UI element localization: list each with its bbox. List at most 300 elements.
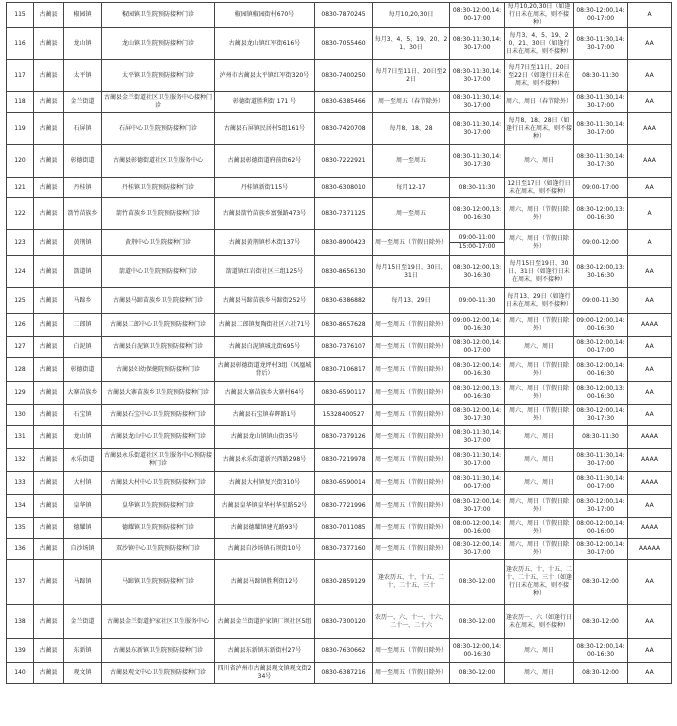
cell-phone: 0830-7300120 [315,605,373,639]
cell-level: A [628,230,672,256]
cell-number: 122 [7,198,34,230]
cell-weekend-time: 08:30-12:00 [574,560,628,605]
cell-address: 古蔺县德耀镇建光路93号 [215,518,315,539]
cell-number: 137 [7,560,34,605]
cell-service-time: 08:30-12:00 [450,605,505,639]
cell-weekend-time: 08:30-11:30,14:30-17:00 [574,449,628,472]
cell-service-days: 每月10,20,30日 [373,3,450,28]
cell-weekend-time: 08:30-12:00,14:30-17:00 [574,495,628,518]
cell-county: 古蔺县 [34,92,64,113]
cell-county: 古蔺县 [34,663,64,684]
cell-weekend-days: 每月10,20,30日（如逢行日未在周末，则不接种） [505,3,574,28]
cell-phone: 0830-7420708 [315,113,373,145]
cell-service-time: 08:30-12:00,14:30-17:00 [450,495,505,518]
cell-town: 二郎镇 [64,314,102,337]
cell-number: 135 [7,518,34,539]
cell-weekend-days: 每月13、29日（如逢行日未在周末，则不接种） [505,288,574,314]
cell-weekend-days: 周六、周日（节假日除外） [505,539,574,560]
cell-clinic-name: 皇华镇卫生院预防接种门诊 [102,495,215,518]
cell-clinic-name: 椒园镇卫生院预防接种门诊 [102,3,215,28]
cell-weekend-time: 08:30-12:00,14:00-16:30 [574,639,628,663]
cell-phone: 0830-8657628 [315,314,373,337]
cell-town: 龙山镇 [64,426,102,449]
cell-address: 古蔺县自沙场镇石坝街10号 [215,539,315,560]
cell-address: 椒园镇椒园街村670号 [215,3,315,28]
cell-town: 箭竹苗族乡 [64,198,102,230]
cell-town: 金兰街道 [64,92,102,113]
cell-address: 古蔺县东新镇东新街村27号 [215,639,315,663]
cell-weekend-days: 每月3、4、5、19、20、21、30日（如逢行日未在周末，则不接种） [505,28,574,60]
cell-address: 四川省泸州市古蔺县观文镇观文街234号 [215,663,315,684]
cell-weekend-time: 08:30-12:00,13:00-16:30 [574,198,628,230]
cell-service-time: 08:30-12:00 [450,560,505,605]
cell-service-time: 08:30-12:00,14:00-17:00 [450,3,505,28]
cell-weekend-time: 08:30-12:00,14:00-17:00 [574,3,628,28]
cell-town: 太平镇 [64,60,102,92]
cell-clinic-name: 古蔺县石宝中心卫生院预防接种门诊 [102,405,215,426]
table-row [7,663,672,684]
table-row [7,256,672,288]
cell-phone: 0830-7106817 [315,358,373,382]
cell-address: 古蔺县龙山镇红军街616号 [215,28,315,60]
cell-phone: 0830-6590014 [315,472,373,495]
cell-service-time: 08:30-12:00,14:00-16:30 [450,639,505,663]
cell-town: 自沙场镇 [64,539,102,560]
cell-address: 古蔺县箭竹苗族乡富强路473号 [215,198,315,230]
cell-clinic-name: 古蔺县二郎中心卫生院预防接种门诊 [102,314,215,337]
table-row [7,358,672,382]
cell-town: 东新镇 [64,639,102,663]
table-row [7,113,672,145]
cell-county: 古蔺县 [34,495,64,518]
cell-weekend-time: 08:30-12:00,13:00-16:30 [574,382,628,405]
cell-service-time: 09:00-12:00,14:00-16:30 [450,314,505,337]
cell-level: AA [628,382,672,405]
cell-weekend-days: 周六、周日（节假日除外） [505,518,574,539]
cell-level: AAAA [628,314,672,337]
cell-phone: 0830-7055460 [315,28,373,60]
cell-service-days: 周一至周五（节假日除外） [373,230,450,256]
cell-service-days: 周一至周五（春节除外） [373,92,450,113]
table-row [7,426,672,449]
cell-number: 121 [7,178,34,198]
cell-service-days: 农历一、六、十一、十六、二十一、二十六 [373,605,450,639]
cell-phone: 0830-7377160 [315,539,373,560]
cell-phone: 0830-8900423 [315,230,373,256]
cell-service-days: 周一至周五（节假日除外） [373,405,450,426]
cell-service-days: 每月8、18、28 [373,113,450,145]
cell-number: 124 [7,256,34,288]
cell-county: 古蔺县 [34,198,64,230]
cell-county: 古蔺县 [34,60,64,92]
table-row [7,449,672,472]
cell-number: 119 [7,113,34,145]
table-row [7,3,672,28]
cell-address: 古蔺县马蹄苗族乡马蹄街252号 [215,288,315,314]
cell-county: 古蔺县 [34,145,64,178]
cell-clinic-name: 马蹄镇卫生院预防接种门诊 [102,560,215,605]
cell-phone: 0830-7870245 [315,3,373,28]
cell-address: 古蔺县马蹄镇胜利街12号 [215,560,315,605]
cell-weekend-days: 周六、周日（春节除外） [505,92,574,113]
cell-clinic-name: 古蔺县彰德街道社区卫生服务中心 [102,145,215,178]
cell-clinic-name: 龙山镇卫生院预防接种门诊 [102,28,215,60]
table-row [7,314,672,337]
cell-weekend-days: 12日至17日（如逢行日未在周末，则不接种） [505,178,574,198]
table-row [7,405,672,426]
cell-county: 古蔺县 [34,337,64,358]
cell-county: 古蔺县 [34,288,64,314]
cell-town: 彰德街道 [64,145,102,178]
cell-weekend-time: 08:30-11:30,14:30-17:00 [574,92,628,113]
table-row [7,28,672,60]
cell-service-time [450,230,505,256]
cell-phone: 0830-7222921 [315,145,373,178]
cell-weekend-days: 周六、周日 [505,449,574,472]
cell-weekend-days: 周六、周日 [505,337,574,358]
cell-address: 古蔺县大村镇复兴街310号 [215,472,315,495]
cell-address: 古蔺县龙山镇镇山街35号 [215,426,315,449]
cell-weekend-days: 周六、周日 [505,472,574,495]
table-row [7,472,672,495]
cell-weekend-days: 逢农历五、十、十五、二十、二十五、三十（如逢行日未在周末，则不接种） [505,560,574,605]
vaccination-table [6,2,672,684]
cell-address: 泸州市古蔺县太平镇红军街320号 [215,60,315,92]
cell-address: 古蔺县金兰街道护家镇厂坝社区5组 [215,605,315,639]
cell-service-time: 08:30-11:30,14:30-17:00 [450,92,505,113]
cell-town: 马蹄镇 [64,560,102,605]
cell-phone: 0830-7379126 [315,426,373,449]
cell-number: 129 [7,382,34,405]
cell-number: 130 [7,405,34,426]
cell-county: 古蔺县 [34,256,64,288]
cell-address: 古蔺县彰德街道府前街62号 [215,145,315,178]
cell-clinic-name: 古蔺县白泥镇卫生院预防接种门诊 [102,337,215,358]
cell-clinic-name: 箭道中心卫生院预防接种门诊 [102,256,215,288]
cell-number: 128 [7,358,34,382]
cell-phone: 0830-2859129 [315,560,373,605]
cell-address: 古蔺县石宝镇春晖路1号 [215,405,315,426]
cell-weekend-time: 08:30-12:00,14:00-17:00 [574,337,628,358]
cell-weekend-time: 09:00-17:00 [574,178,628,198]
cell-phone: 15328400527 [315,405,373,426]
cell-level: AA [628,178,672,198]
cell-county: 古蔺县 [34,28,64,60]
cell-clinic-name: 古蔺县金兰街道社区卫生服务中心接种门诊 [102,92,215,113]
cell-level: AA [628,28,672,60]
cell-service-days: 周一至周五（节假日除外） [373,518,450,539]
cell-level: AA [628,60,672,92]
cell-clinic-name: 古蔺县大村中心卫生院预防接种门诊 [102,472,215,495]
cell-county: 古蔺县 [34,639,64,663]
cell-town: 白泥镇 [64,337,102,358]
cell-weekend-days: 周六、周日（节假日除外） [505,405,574,426]
cell-address: 古蔺县白泥镇城北街695号 [215,337,315,358]
cell-weekend-time: 08:00-12:00,14:00-16:00 [574,518,628,539]
cell-level: AA [628,560,672,605]
cell-number: 127 [7,337,34,358]
cell-level: AA [628,92,672,113]
cell-weekend-time: 08:30-11:30,14:30-17:30 [574,145,628,178]
cell-service-days: 周一至周五（节假日除外） [373,472,450,495]
cell-weekend-days: 周六、周日 [505,663,574,684]
table-row [7,639,672,663]
cell-service-time: 08:30-12:00,14:30-17:00 [450,539,505,560]
cell-address: 古蔺县二郎镇复陶街社区六社71号 [215,314,315,337]
cell-weekend-time: 08:30-11:30,14:00-17:00 [574,472,628,495]
cell-clinic-name: 古蔺县永乐街道社区卫生服务中心预防接种门诊 [102,449,215,472]
cell-clinic-name: 古蔺县大寨苗族乡卫生院预防接种门诊 [102,382,215,405]
cell-county: 古蔺县 [34,518,64,539]
cell-number: 138 [7,605,34,639]
cell-service-time: 08:30-12:00,13:00-16:30 [450,382,505,405]
cell-town: 彰德街道 [64,358,102,382]
cell-service-days: 每月7日至11日、20日至22日 [373,60,450,92]
cell-town: 箭道镇 [64,256,102,288]
cell-number: 140 [7,663,34,684]
cell-clinic-name: 石屏中心卫生院预防接种门诊 [102,113,215,145]
cell-level: AAAA [628,472,672,495]
cell-level: A [628,198,672,230]
cell-service-days: 周一至周五（节假日除外） [373,314,450,337]
cell-service-days: 逢农历五、十、十五、二十、二十五、三十 [373,560,450,605]
cell-phone: 0830-6590117 [315,382,373,405]
cell-town: 石屏镇 [64,113,102,145]
cell-number: 116 [7,28,34,60]
cell-town: 龙山镇 [64,28,102,60]
cell-weekend-time: 09:00-11:30 [574,288,628,314]
cell-service-time: 08:30-11:30,14:30-17:00 [450,28,505,60]
cell-address: 彰德街道胜利街 171 号 [215,92,315,113]
cell-town: 观文镇 [64,663,102,684]
cell-weekend-days: 每月7日至11日、20日至22日（如逢行日未在周末，则不接种） [505,60,574,92]
cell-number: 117 [7,60,34,92]
cell-service-days: 周一至周五（节假日除外） [373,663,450,684]
cell-number: 134 [7,495,34,518]
table-row [7,337,672,358]
cell-town: 黄荆镇 [64,230,102,256]
cell-level: AA [628,663,672,684]
cell-number: 125 [7,288,34,314]
cell-weekend-time: 08:30-11:30 [574,426,628,449]
cell-county: 古蔺县 [34,358,64,382]
cell-clinic-name: 黄荆中心卫生院接种门诊 [102,230,215,256]
cell-phone: 0830-7400250 [315,60,373,92]
cell-service-days: 每月3、4、5、19、20、21、30日 [373,28,450,60]
cell-weekend-time: 08:30-12:00 [574,663,628,684]
cell-service-time: 08:30-12:00,14:30-17:30 [450,405,505,426]
cell-level: AAAA [628,449,672,472]
cell-service-time: 08:30-12:00,13:30-16:30 [450,256,505,288]
cell-service-days: 周一至周五（节假日除外） [373,358,450,382]
cell-county: 古蔺县 [34,449,64,472]
cell-county: 古蔺县 [34,426,64,449]
cell-level: AA [628,605,672,639]
table-body [7,3,672,684]
cell-county: 古蔺县 [34,178,64,198]
cell-address: 古蔺县永乐街道新兴西路298号 [215,449,315,472]
cell-town: 大村镇 [64,472,102,495]
cell-weekend-time: 09:00-12:00 [574,230,628,256]
cell-service-days: 每月12-17 [373,178,450,198]
cell-service-days: 周一至周五（节假日除外） [373,639,450,663]
cell-clinic-name: 箭竹苗族乡卫生院预防接种门诊 [102,198,215,230]
cell-weekend-days: 每月15日至19日、30日、31日（如逢行日未在周末，则不接种） [505,256,574,288]
cell-number: 115 [7,3,34,28]
cell-county: 古蔺县 [34,472,64,495]
cell-number: 126 [7,314,34,337]
cell-level: AA [628,639,672,663]
cell-weekend-days: 周六、周日（节假日除外） [505,382,574,405]
cell-service-days: 每月13、29日 [373,288,450,314]
cell-clinic-name: 古蔺县马蹄苗族乡卫生院接种门诊 [102,288,215,314]
cell-weekend-days: 周六、周日（节假日除外） [505,198,574,230]
cell-county: 古蔺县 [34,382,64,405]
cell-level: AA [628,337,672,358]
cell-town: 皇华镇 [64,495,102,518]
cell-weekend-days: 周六、周日 [505,639,574,663]
cell-service-time: 08:30-11:30 [450,178,505,198]
cell-weekend-time: 08:30-12:00,14:00-16:30 [574,358,628,382]
cell-address: 箭道镇红岩街社区三组125号 [215,256,315,288]
cell-phone: 0830-6386882 [315,288,373,314]
cell-service-days: 周一至周五（节假日除外） [373,495,450,518]
cell-clinic-name: 古蔺县东新镇卫生院预防接种门诊 [102,639,215,663]
cell-town: 大寨苗族乡 [64,382,102,405]
cell-phone: 0830-6308010 [315,178,373,198]
cell-address: 古蔺县黄荆镇杉木街137号 [215,230,315,256]
cell-number: 132 [7,449,34,472]
cell-level: AA [628,288,672,314]
cell-phone: 0830-8656130 [315,256,373,288]
cell-weekend-days: 周六、周日（节假日除外） [505,358,574,382]
cell-clinic-name: 古蔺县龙山中心卫生院预防接种门诊 [102,426,215,449]
cell-service-time: 08:30-12:00 [450,663,505,684]
table-row [7,92,672,113]
vaccination-sites-sheet [6,2,671,684]
cell-number: 131 [7,426,34,449]
cell-address: 古蔺县石屏镇民居村5组161号 [215,113,315,145]
table-row [7,560,672,605]
table-row [7,495,672,518]
cell-county: 古蔺县 [34,560,64,605]
cell-service-days: 周一至周五（节假日除外） [373,426,450,449]
cell-level: AAAAA [628,539,672,560]
service-time-morning: 09:00-11:00 [458,234,496,241]
cell-weekend-time: 08:30-11:30 [574,60,628,92]
table-row [7,230,672,256]
cell-phone: 0830-7721996 [315,495,373,518]
cell-number: 120 [7,145,34,178]
cell-clinic-name: 太平镇卫生院预防接种门诊 [102,60,215,92]
cell-county: 古蔺县 [34,405,64,426]
cell-clinic-name: 古蔺县观文中心卫生院预防接种门诊 [102,663,215,684]
cell-service-days: 周一至周五（节假日除外） [373,539,450,560]
cell-service-time: 08:30-11:30,14:30-17:00 [450,426,505,449]
cell-service-days: 周一至周五（节假日除外） [373,382,450,405]
cell-level: AA [628,405,672,426]
cell-number: 136 [7,539,34,560]
cell-weekend-time: 08:30-11:30,14:30-17:00 [574,28,628,60]
cell-town: 丹桂镇 [64,178,102,198]
cell-service-time: 08:30-11:30,14:30-17:30 [450,145,505,178]
cell-service-time: 08:00-12:00,14:00-16:00 [450,518,505,539]
cell-level: A [628,3,672,28]
cell-service-days: 周一至周五（节假日除外） [373,449,450,472]
cell-weekend-days: 周六、周日 [505,145,574,178]
cell-phone: 0830-7011085 [315,518,373,539]
cell-weekend-days: 周六、周日 [505,426,574,449]
cell-service-time: 08:30-12:00,14:00-16:30 [450,358,505,382]
cell-weekend-days: 周六、周日（节假日除外） [505,314,574,337]
cell-address: 古蔺县彰德街道龙坪村3组（凤凰城背后） [215,358,315,382]
cell-level: AAA [628,145,672,178]
cell-county: 古蔺县 [34,230,64,256]
table-row [7,145,672,178]
cell-clinic-name: 双沙镇中心卫生院预防接种门诊 [102,539,215,560]
cell-level: AA [628,358,672,382]
cell-county: 古蔺县 [34,539,64,560]
table-row [7,178,672,198]
cell-clinic-name: 丹桂镇卫生院预防接种门诊 [102,178,215,198]
cell-weekend-time: 08:30-11:30,14:30-17:00 [574,113,628,145]
cell-phone: 0830-7371125 [315,198,373,230]
cell-address: 古蔺县皇华镇皇华村华星路52号 [215,495,315,518]
table-row [7,60,672,92]
table-row [7,288,672,314]
table-row [7,518,672,539]
cell-service-days: 周一至周五（节假日除外） [373,337,450,358]
cell-service-time: 08:30-12:00,13:00-16:30 [450,198,505,230]
cell-service-time: 08:30-11:30,14:00-17:00 [450,472,505,495]
cell-level: AA [628,256,672,288]
cell-service-time: 08:30-11:30,14:30-17:00 [450,449,505,472]
cell-clinic-name: 古蔺县妇幼保健院预防接种门诊 [102,358,215,382]
cell-phone: 0830-7376107 [315,337,373,358]
cell-town: 石宝镇 [64,405,102,426]
cell-number: 133 [7,472,34,495]
table-row [7,198,672,230]
cell-county: 古蔺县 [34,314,64,337]
cell-service-time: 08:30-11:30,14:30-17:00 [450,113,505,145]
cell-service-days: 每月15日至19日、30日、31日 [373,256,450,288]
table-row [7,605,672,639]
cell-address: 古蔺县大寨苗族乡大寨村64号 [215,382,315,405]
cell-level: AA [628,495,672,518]
table-row [7,382,672,405]
cell-service-time: 09:00-11:30 [450,288,505,314]
cell-number: 139 [7,639,34,663]
cell-county: 古蔺县 [34,605,64,639]
cell-weekend-days: 周六、周日（节假日除外） [505,495,574,518]
cell-service-time: 08:30-11:30,14:30-17:00 [450,60,505,92]
cell-weekend-days: 逢农历一、六（如逢行日未在周末，则不接种） [505,605,574,639]
cell-county: 古蔺县 [34,3,64,28]
cell-town: 金兰街道 [64,605,102,639]
cell-weekend-time: 08:30-12:00,14:30-17:00 [574,539,628,560]
cell-weekend-time: 08:30-12:00 [574,605,628,639]
cell-weekend-time: 08:30-12:00,13:30-16:30 [574,256,628,288]
cell-phone: 0830-7630662 [315,639,373,663]
cell-service-days: 周一至周五 [373,198,450,230]
cell-weekend-time: 08:30-12:00,14:30-17:30 [574,405,628,426]
cell-level: AAA [628,113,672,145]
cell-weekend-days: 周六、周日（节假日除外） [505,230,574,256]
cell-number: 123 [7,230,34,256]
cell-town: 永乐街道 [64,449,102,472]
cell-town: 马蹄乡 [64,288,102,314]
cell-weekend-days: 每月8、18、28日（如逢行日未在周末，则不接种） [505,113,574,145]
